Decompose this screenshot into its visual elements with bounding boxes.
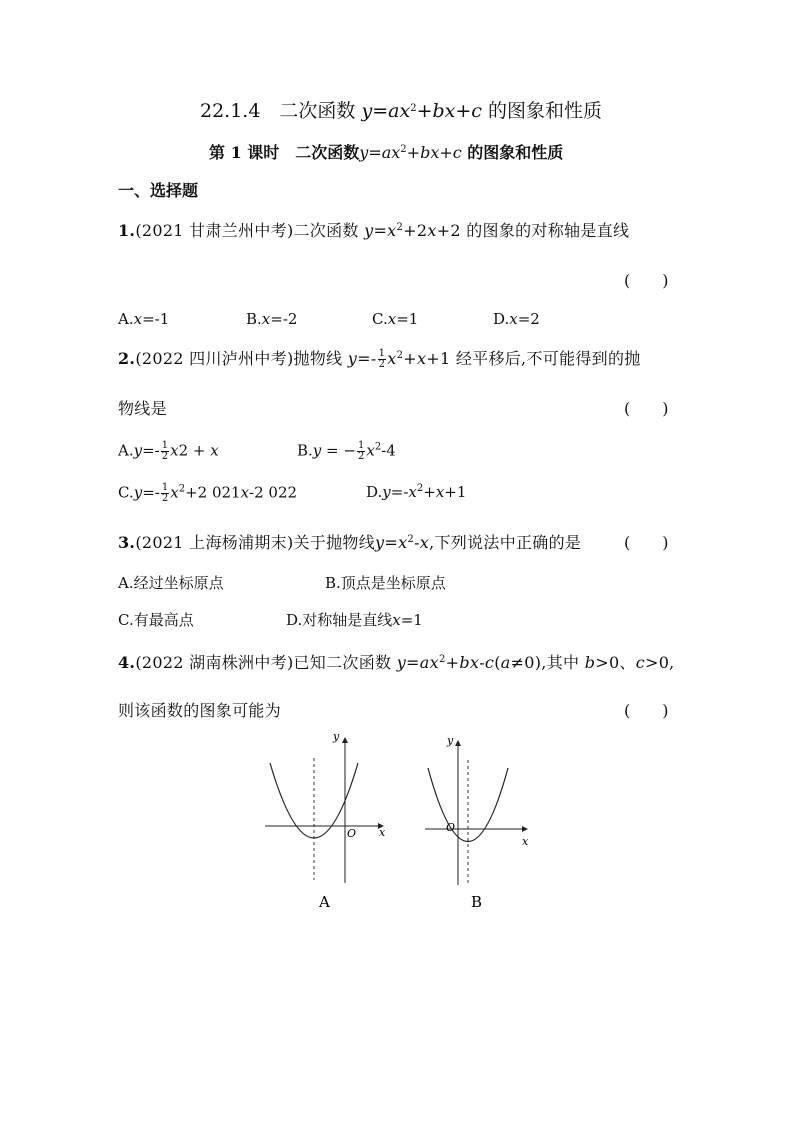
option-b[interactable]: B.顶点是坐标原点 [325, 574, 446, 592]
option-d[interactable]: $D.y=-x^2+x+1$ [366, 483, 467, 501]
question-2-line2: 物线是 [118, 399, 167, 418]
option-d[interactable]: D.x=2 [493, 310, 540, 328]
graph-b-label: B [471, 893, 483, 911]
y-label: y [447, 734, 454, 747]
x-label: x [522, 835, 529, 848]
answer-blank[interactable]: ( ) [624, 701, 669, 720]
question-number: 4. [118, 653, 136, 672]
question-3: 3.(2021 上海杨浦期末)关于抛物线$y=x^2-x$,下列说法中正确的是 [118, 533, 582, 552]
origin-label: O [446, 821, 456, 834]
answer-blank[interactable]: ( ) [624, 533, 669, 552]
question-number: 1. [118, 221, 136, 240]
section-heading: 一、选择题 [118, 181, 199, 200]
option-c[interactable]: C.y=- $\frac{1}{2}$ $x^2+2$ 021x-2 022 [118, 482, 298, 504]
lesson-subtitle: 第 1 课时 二次函数$y=ax^2+bx+c$ 的图象和性质 [209, 143, 564, 162]
question-number: 2. [118, 349, 136, 368]
option-a[interactable]: A.x=-1 [118, 310, 170, 328]
option-graphs [255, 730, 555, 920]
question-4: 4.(2022 湖南株洲中考)已知二次函数 $y=ax^2+bx-c(a\ne 0)$,其中 b>0、c>0, [118, 653, 675, 672]
graph-b[interactable] [425, 734, 529, 911]
question-1: 1.(2021 甘肃兰州中考)二次函数 $y=x^2+2x+2$ 的图象的对称轴是直线 [118, 221, 630, 240]
option-b[interactable]: B.x=-2 [246, 310, 298, 328]
graph-a-label: A [319, 893, 330, 911]
graph-a[interactable] [265, 730, 386, 911]
option-d[interactable]: D.对称轴是直线x=1 [286, 611, 423, 629]
question-number: 3. [118, 533, 136, 552]
option-b[interactable]: B.y = − $\frac{1}{2}$ $x^2-4$ [297, 440, 396, 462]
option-c[interactable]: C.有最高点 [118, 611, 194, 629]
option-a[interactable]: A.y=- $\frac{1}{2}$ x2 + x [118, 440, 219, 462]
answer-blank[interactable]: ( ) [624, 271, 669, 290]
option-c[interactable]: C.x=1 [372, 310, 419, 328]
y-label: y [333, 730, 340, 743]
page-title: 22.1.4 二次函数 $y=ax^2+bx+c$ 的图象和性质 [200, 100, 602, 122]
question-2: 2.(2022 四川泸州中考)抛物线 y=- $\frac{1}{2}$ $x^2+x+1$ 经平移后,不可能得到的抛 [118, 348, 641, 370]
origin-label: O [347, 827, 357, 840]
answer-blank[interactable]: ( ) [624, 399, 669, 418]
question-4-line2: 则该函数的图象可能为 [118, 701, 282, 720]
x-label: x [379, 826, 386, 839]
option-a[interactable]: A.经过坐标原点 [118, 574, 224, 592]
